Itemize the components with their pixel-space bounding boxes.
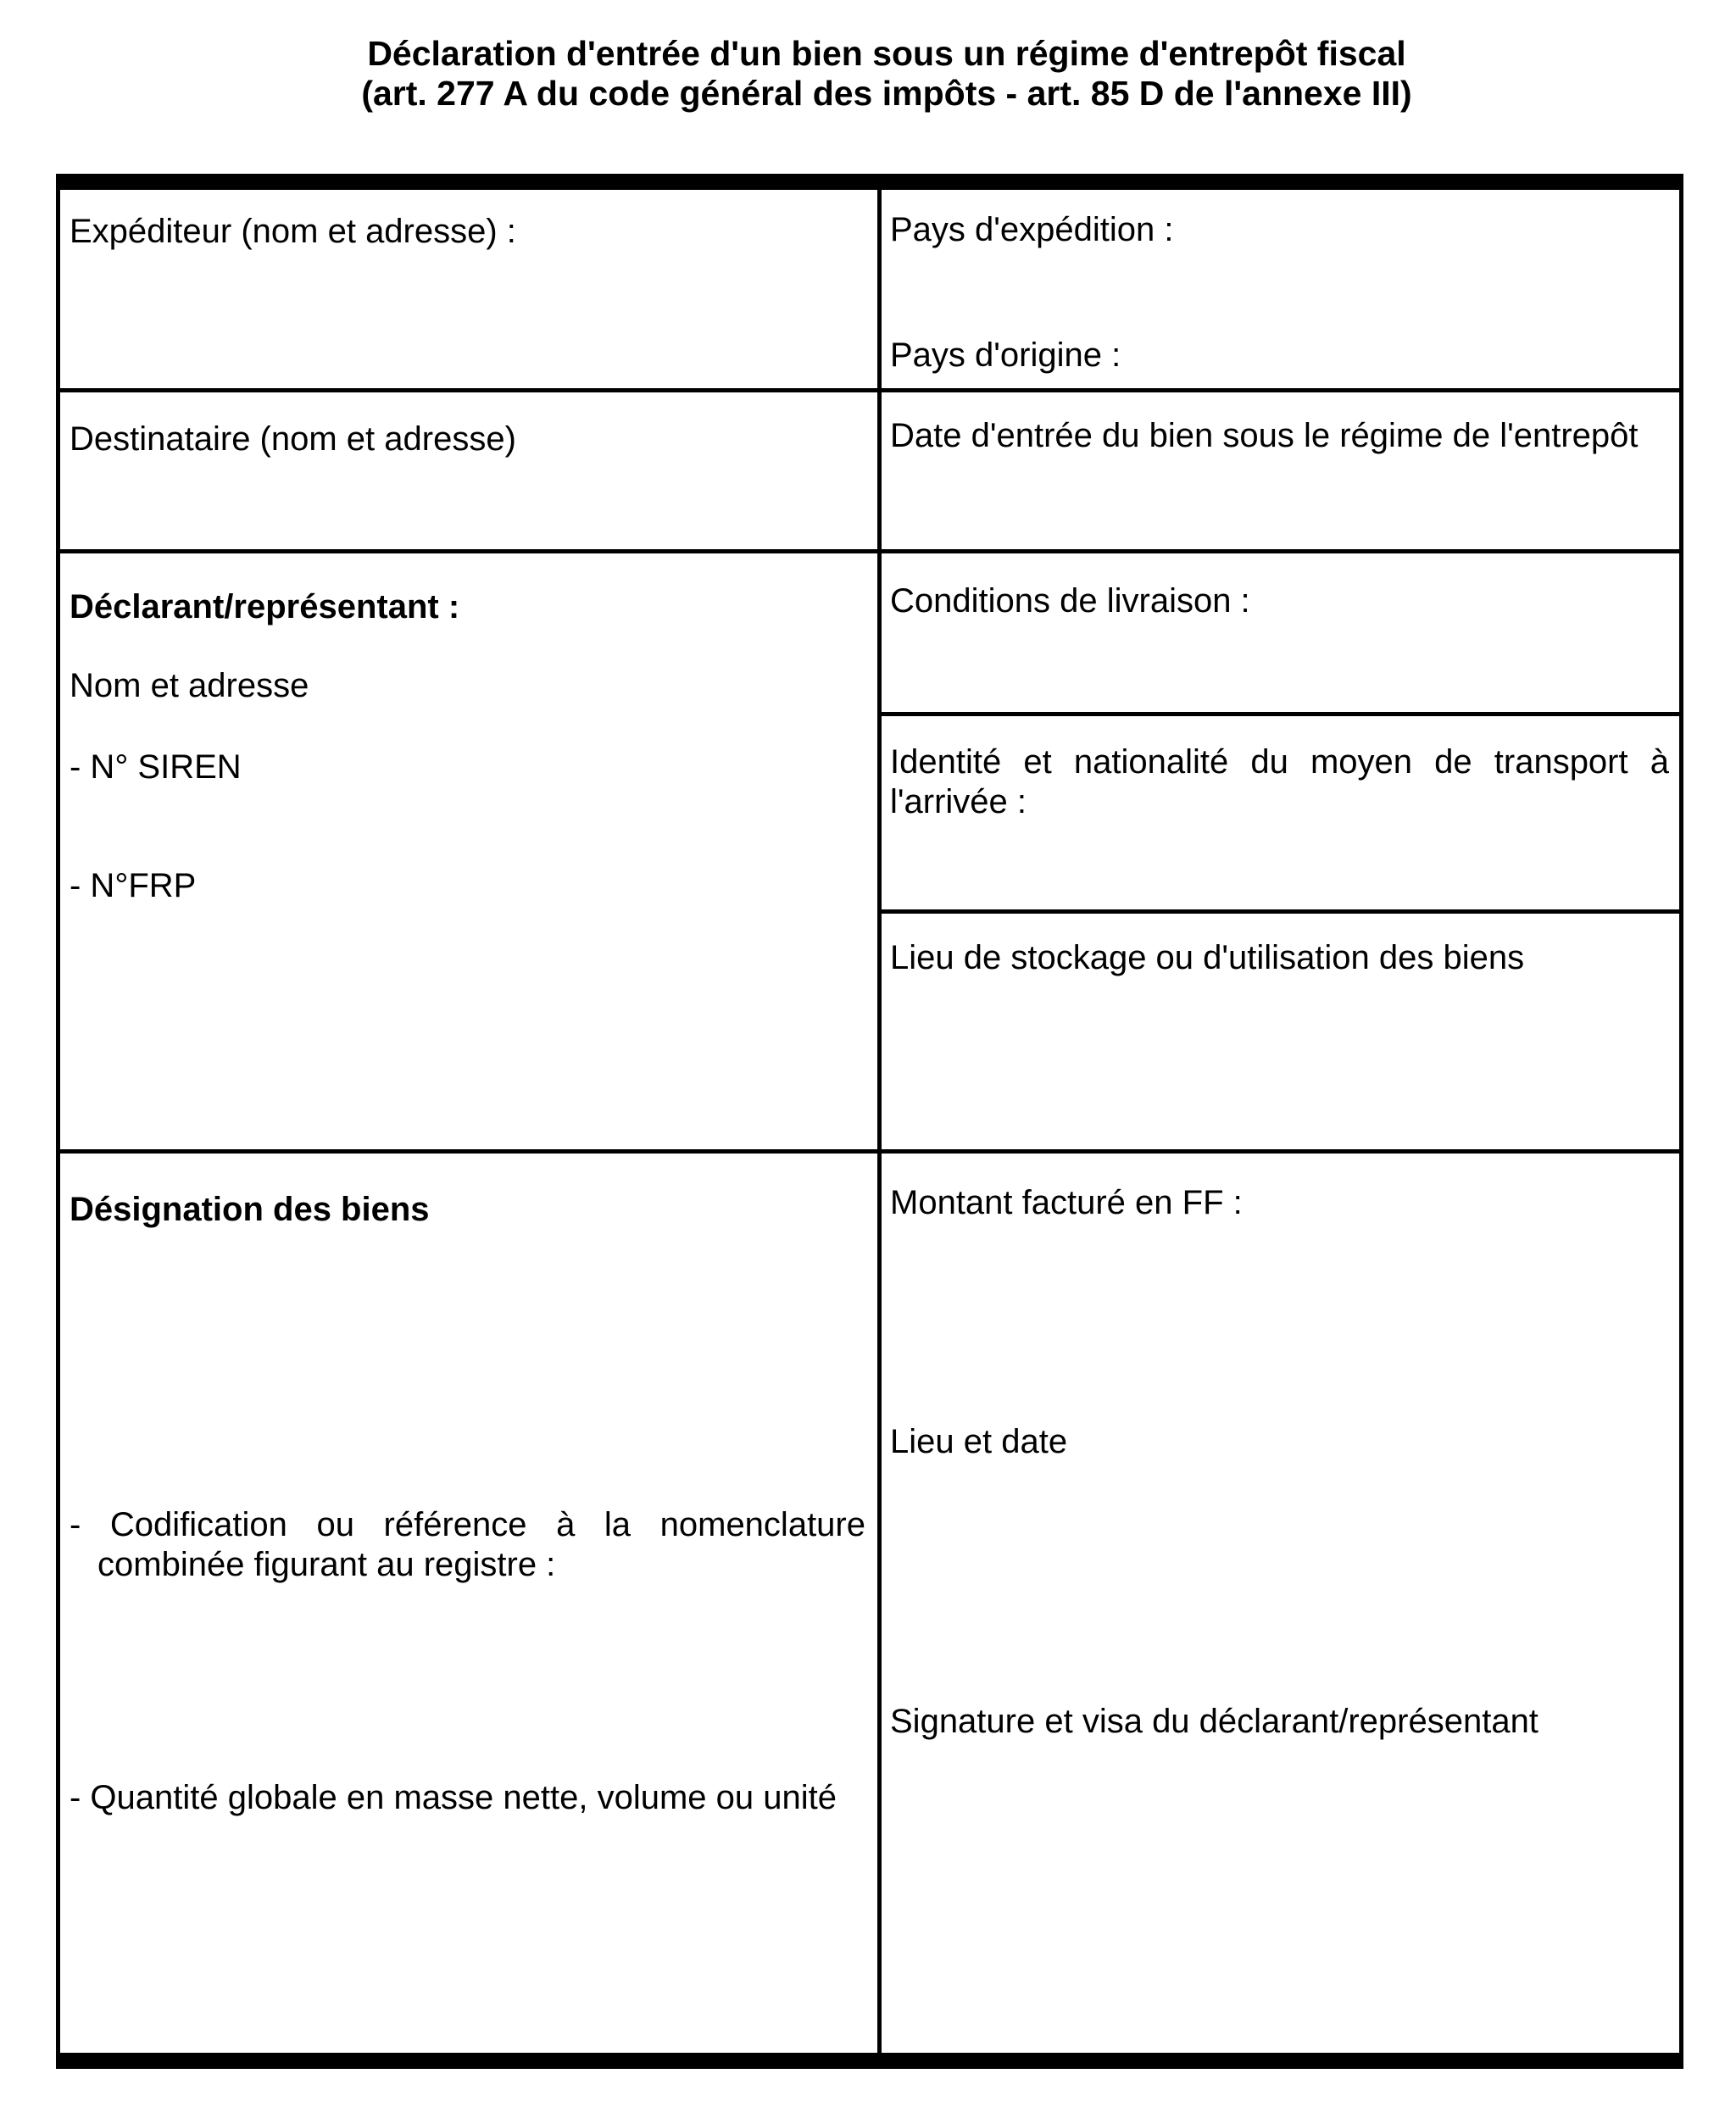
date-entree-cell [882, 392, 1679, 553]
nom-adresse-label: Nom et adresse [70, 667, 309, 704]
right-column [882, 190, 1679, 2053]
destinataire-cell [60, 392, 877, 553]
montant-signature-cell [882, 1154, 1679, 2053]
designation-title-label: Désignation des biens [70, 1191, 430, 1228]
identite-transport-label: Identité et nationalité du moyen de transport à l'arrivée : [890, 743, 1669, 820]
frp-label: - N°FRP [70, 867, 197, 904]
declarant-title-label: Déclarant/représentant : [70, 588, 460, 625]
lieu-stockage-label: Lieu de stockage ou d'utilisation des biens [890, 939, 1525, 976]
conditions-livraison-cell [882, 553, 1679, 716]
conditions-livraison-label: Conditions de livraison : [890, 582, 1250, 620]
declarant-cell [60, 553, 877, 1154]
document-title [19, 34, 1736, 114]
left-column [60, 190, 882, 2053]
pays-origine-label: Pays d'origine : [890, 336, 1121, 374]
signature-label: Signature et visa du déclarant/représentant [890, 1703, 1538, 1740]
montant-facture-label: Montant facturé en FF : [890, 1184, 1243, 1221]
codification-label: - Codification ou référence à la nomenclature combinée figurant au registre : [70, 1506, 865, 1583]
destinataire-label: Destinataire (nom et adresse) [70, 420, 516, 458]
quantite-label: - Quantité globale en masse nette, volume ou unité [70, 1779, 837, 1816]
expediteur-label: Expéditeur (nom et adresse) : [70, 213, 516, 250]
title-line-1: Déclaration d'entrée d'un bien sous un régime d'entrepôt fiscal [367, 34, 1406, 73]
expediteur-cell [60, 190, 877, 392]
pays-cell [882, 190, 1679, 392]
date-entree-label: Date d'entrée du bien sous le régime de l'entrepôt [890, 417, 1639, 454]
title-line-2: (art. 277 A du code général des impôts - art. 85 D de l'annexe III) [361, 74, 1412, 113]
designation-cell [60, 1154, 877, 2053]
declaration-table [56, 174, 1683, 2069]
lieu-stockage-cell [882, 914, 1679, 1154]
siren-label: - N° SIREN [70, 748, 242, 786]
lieu-date-label: Lieu et date [890, 1423, 1068, 1460]
identite-transport-cell [882, 716, 1679, 914]
pays-expedition-label: Pays d'expédition : [890, 211, 1174, 248]
